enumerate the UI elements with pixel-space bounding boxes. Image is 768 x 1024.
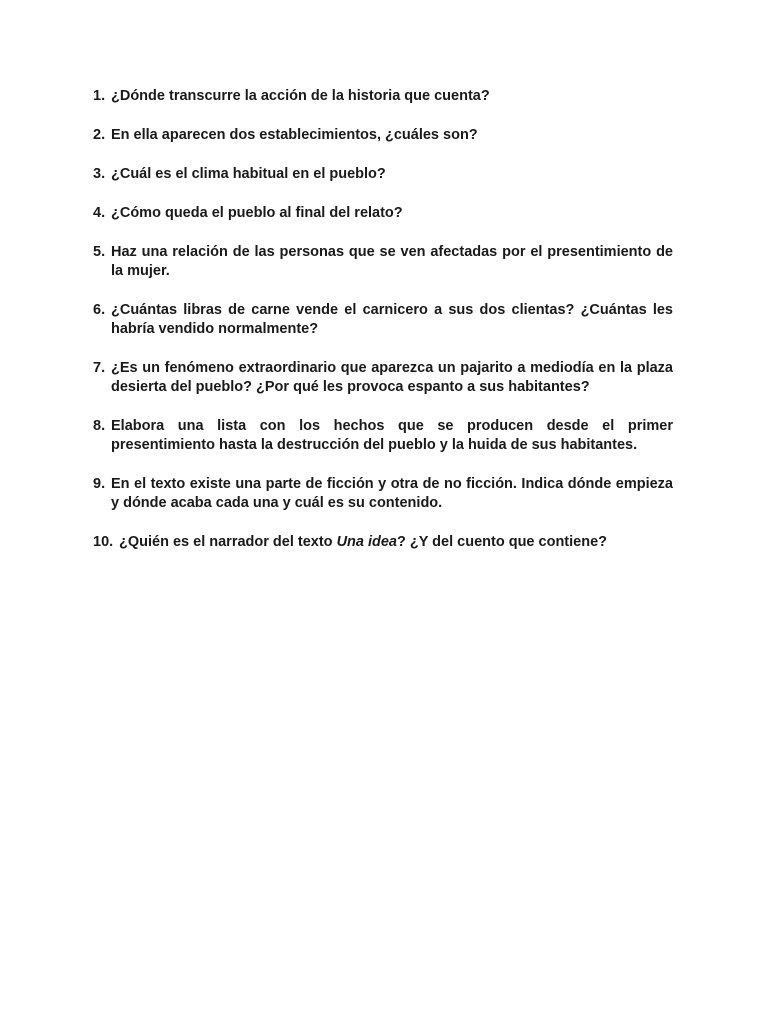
question-item	[93, 165, 673, 184]
question-text: ¿Cuántas libras de carne vende el carnicero a sus dos clientas? ¿Cuántas les habría vendido normalmente?	[111, 302, 673, 337]
question-text: En ella aparecen dos establecimientos, ¿cuáles son?	[111, 127, 478, 143]
question-text: ¿Cuál es el clima habitual en el pueblo?	[111, 166, 386, 182]
question-number: 4.	[93, 205, 106, 221]
question-list	[93, 87, 673, 572]
question-text	[119, 533, 673, 552]
question-number: 7.	[93, 360, 106, 376]
question-item	[93, 533, 673, 552]
question-item	[93, 417, 673, 455]
question-item	[93, 243, 673, 281]
question-number: 3.	[93, 166, 106, 182]
question-number: 10.	[93, 534, 114, 550]
question-number: 5.	[93, 244, 106, 260]
question-text-part: ? ¿Y del cuento que contiene?	[397, 534, 608, 550]
question-item	[93, 87, 673, 106]
question-text: En el texto existe una parte de ficción y otra de no ficción. Indica dónde empieza y dónde acaba cada una y cuál es su contenido.	[111, 476, 673, 511]
question-text: ¿Dónde transcurre la acción de la historia que cuenta?	[111, 88, 490, 104]
question-text: Haz una relación de las personas que se ven afectadas por el presentimiento de la mujer.	[111, 244, 673, 279]
question-text: ¿Cómo queda el pueblo al final del relato?	[111, 205, 403, 221]
book-title: Una idea	[336, 534, 397, 550]
question-number: 9.	[93, 476, 106, 492]
question-number: 1.	[93, 88, 106, 104]
question-item	[93, 126, 673, 145]
question-text-part: ¿Quién es el narrador del texto	[119, 534, 337, 550]
question-item	[93, 475, 673, 513]
question-item	[93, 301, 673, 339]
question-text: ¿Es un fenómeno extraordinario que aparezca un pajarito a mediodía en la plaza desierta del pueblo? ¿Por qué les provoca espanto a sus habitantes?	[111, 360, 673, 395]
question-number: 8.	[93, 418, 106, 434]
question-text: Elabora una lista con los hechos que se producen desde el primer presentimiento hasta la destrucción del pueblo y la huida de sus habitantes.	[111, 418, 673, 453]
question-number: 6.	[93, 302, 106, 318]
question-item	[93, 204, 673, 223]
question-item	[93, 359, 673, 397]
question-number: 2.	[93, 127, 106, 143]
